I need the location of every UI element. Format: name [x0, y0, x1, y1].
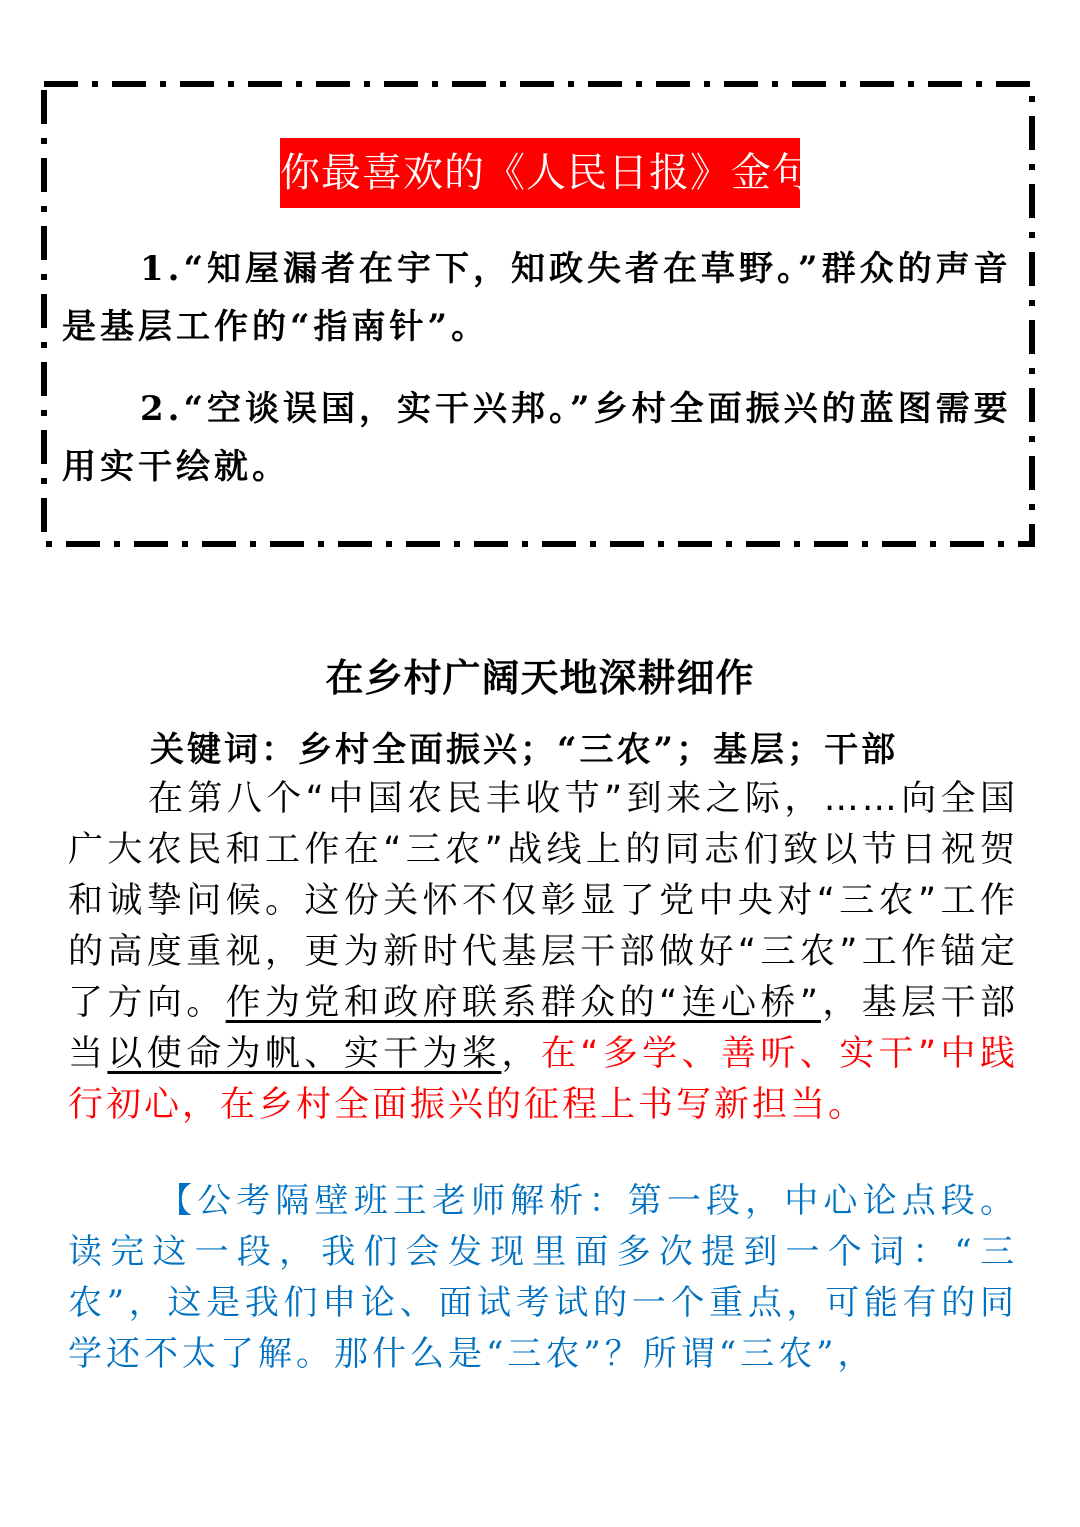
quote-item-2: 2.“空谈误国，实干兴邦。”乡村全面振兴的蓝图需要用实干绘就。 — [62, 389, 1012, 487]
paragraph-plain-text: 在第八个“中国农民丰收节”到来之际，……向全国广大农民和工作在“三农”战线上的同志们致以节日祝贺和诚挚问候。这份关怀不仅彰显了党中央对“三农”工作的高度重视，更为新时代基层干部做好“三农”工作锚定了方向。 — [68, 779, 1018, 1023]
quote-box-title: 你最喜欢的《人民日报》金句 — [280, 138, 800, 208]
teacher-analysis: 【公考隔壁班王老师解析：第一段，中心论点段。读完这一段，我们会发现里面多次提到一个词：“三农”，这是我们申论、面试考试的一个重点，可能有的同学还不太了解。那什么是“三农”？所谓“三农”， — [68, 1181, 1018, 1374]
underlined-phrase-bridge: 作为党和政府联系群众的“连心桥” — [225, 983, 821, 1023]
paragraph-comma: ， — [501, 1034, 541, 1074]
article-title: 在乡村广阔天地深耕细作 — [325, 656, 755, 700]
paragraph-connector: ，基层干部当 — [68, 983, 1018, 1074]
article-keywords: 关键词：乡村全面振兴；“三农”；基层；干部 — [150, 730, 899, 770]
quote-item-1: 1.“知屋漏者在宇下，知政失者在草野。”群众的声音是基层工作的“指南针”。 — [62, 249, 1012, 347]
highlighted-thesis-red: 在“多学、善听、实干”中践行初心，在乡村全面振兴的征程上书写新担当。 — [68, 1034, 1018, 1125]
underlined-phrase-mission: 以使命为帆、实干为桨 — [107, 1034, 502, 1074]
article-paragraph-1 — [68, 774, 1018, 1131]
